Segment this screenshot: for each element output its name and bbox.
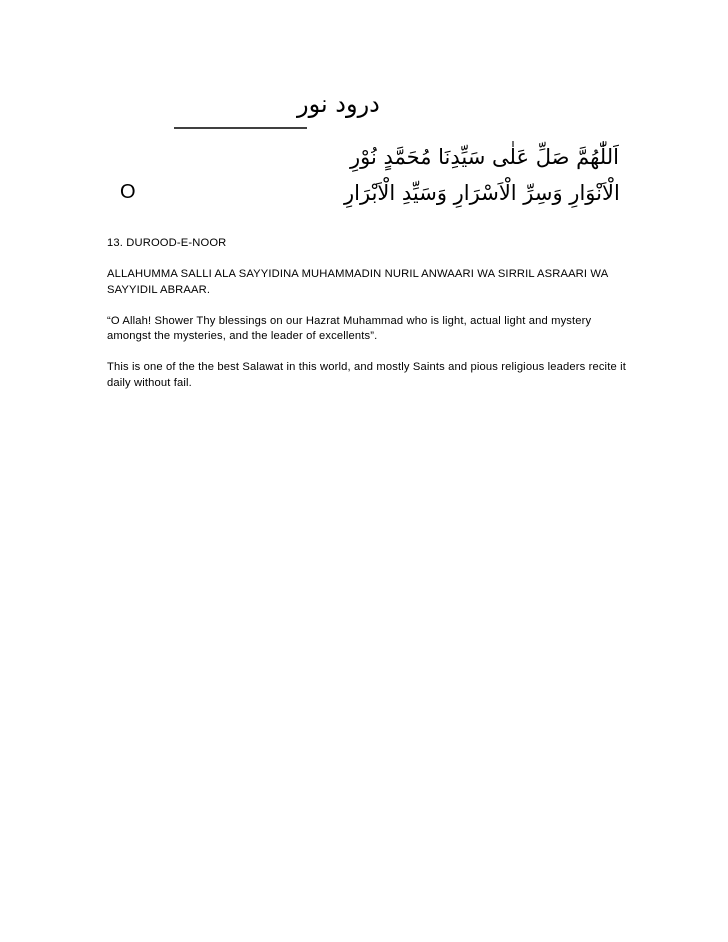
- arabic-line-2: الْاَنْوَارِ وَسِرِّ الْاَسْرَارِ وَسَیِّدِ الْاَبْرَارِ: [344, 181, 620, 205]
- arabic-title: درود نور: [297, 90, 380, 118]
- arabic-end-mark: O: [120, 181, 136, 203]
- transliteration-paragraph: ALLAHUMMA SALLI ALA SAYYIDINA MUHAMMADIN NURIL ANWAARI WA SIRRIL ASRAARI WA SAYYIDIL ABRAAR.: [107, 268, 608, 296]
- translation-paragraph: “O Allah! Shower Thy blessings on our Hazrat Muhammad who is light, actual light and mystery amongst the mysteries, and the leader of excellents”.: [107, 314, 592, 342]
- arabic-line-1: اَللّٰھُمَّ صَلِّ عَلٰی سَیِّدِنَا مُحَمَّدٍ نُوْرِ: [350, 145, 619, 169]
- arabic-calligraphy-image: [112, 82, 620, 212]
- description-paragraph: This is one of the the best Salawat in this world, and mostly Saints and pious religious leaders recite it daily without fail.: [107, 361, 626, 389]
- section-heading: 13. DUROOD-E-NOOR: [107, 237, 227, 249]
- text-block: [107, 236, 627, 407]
